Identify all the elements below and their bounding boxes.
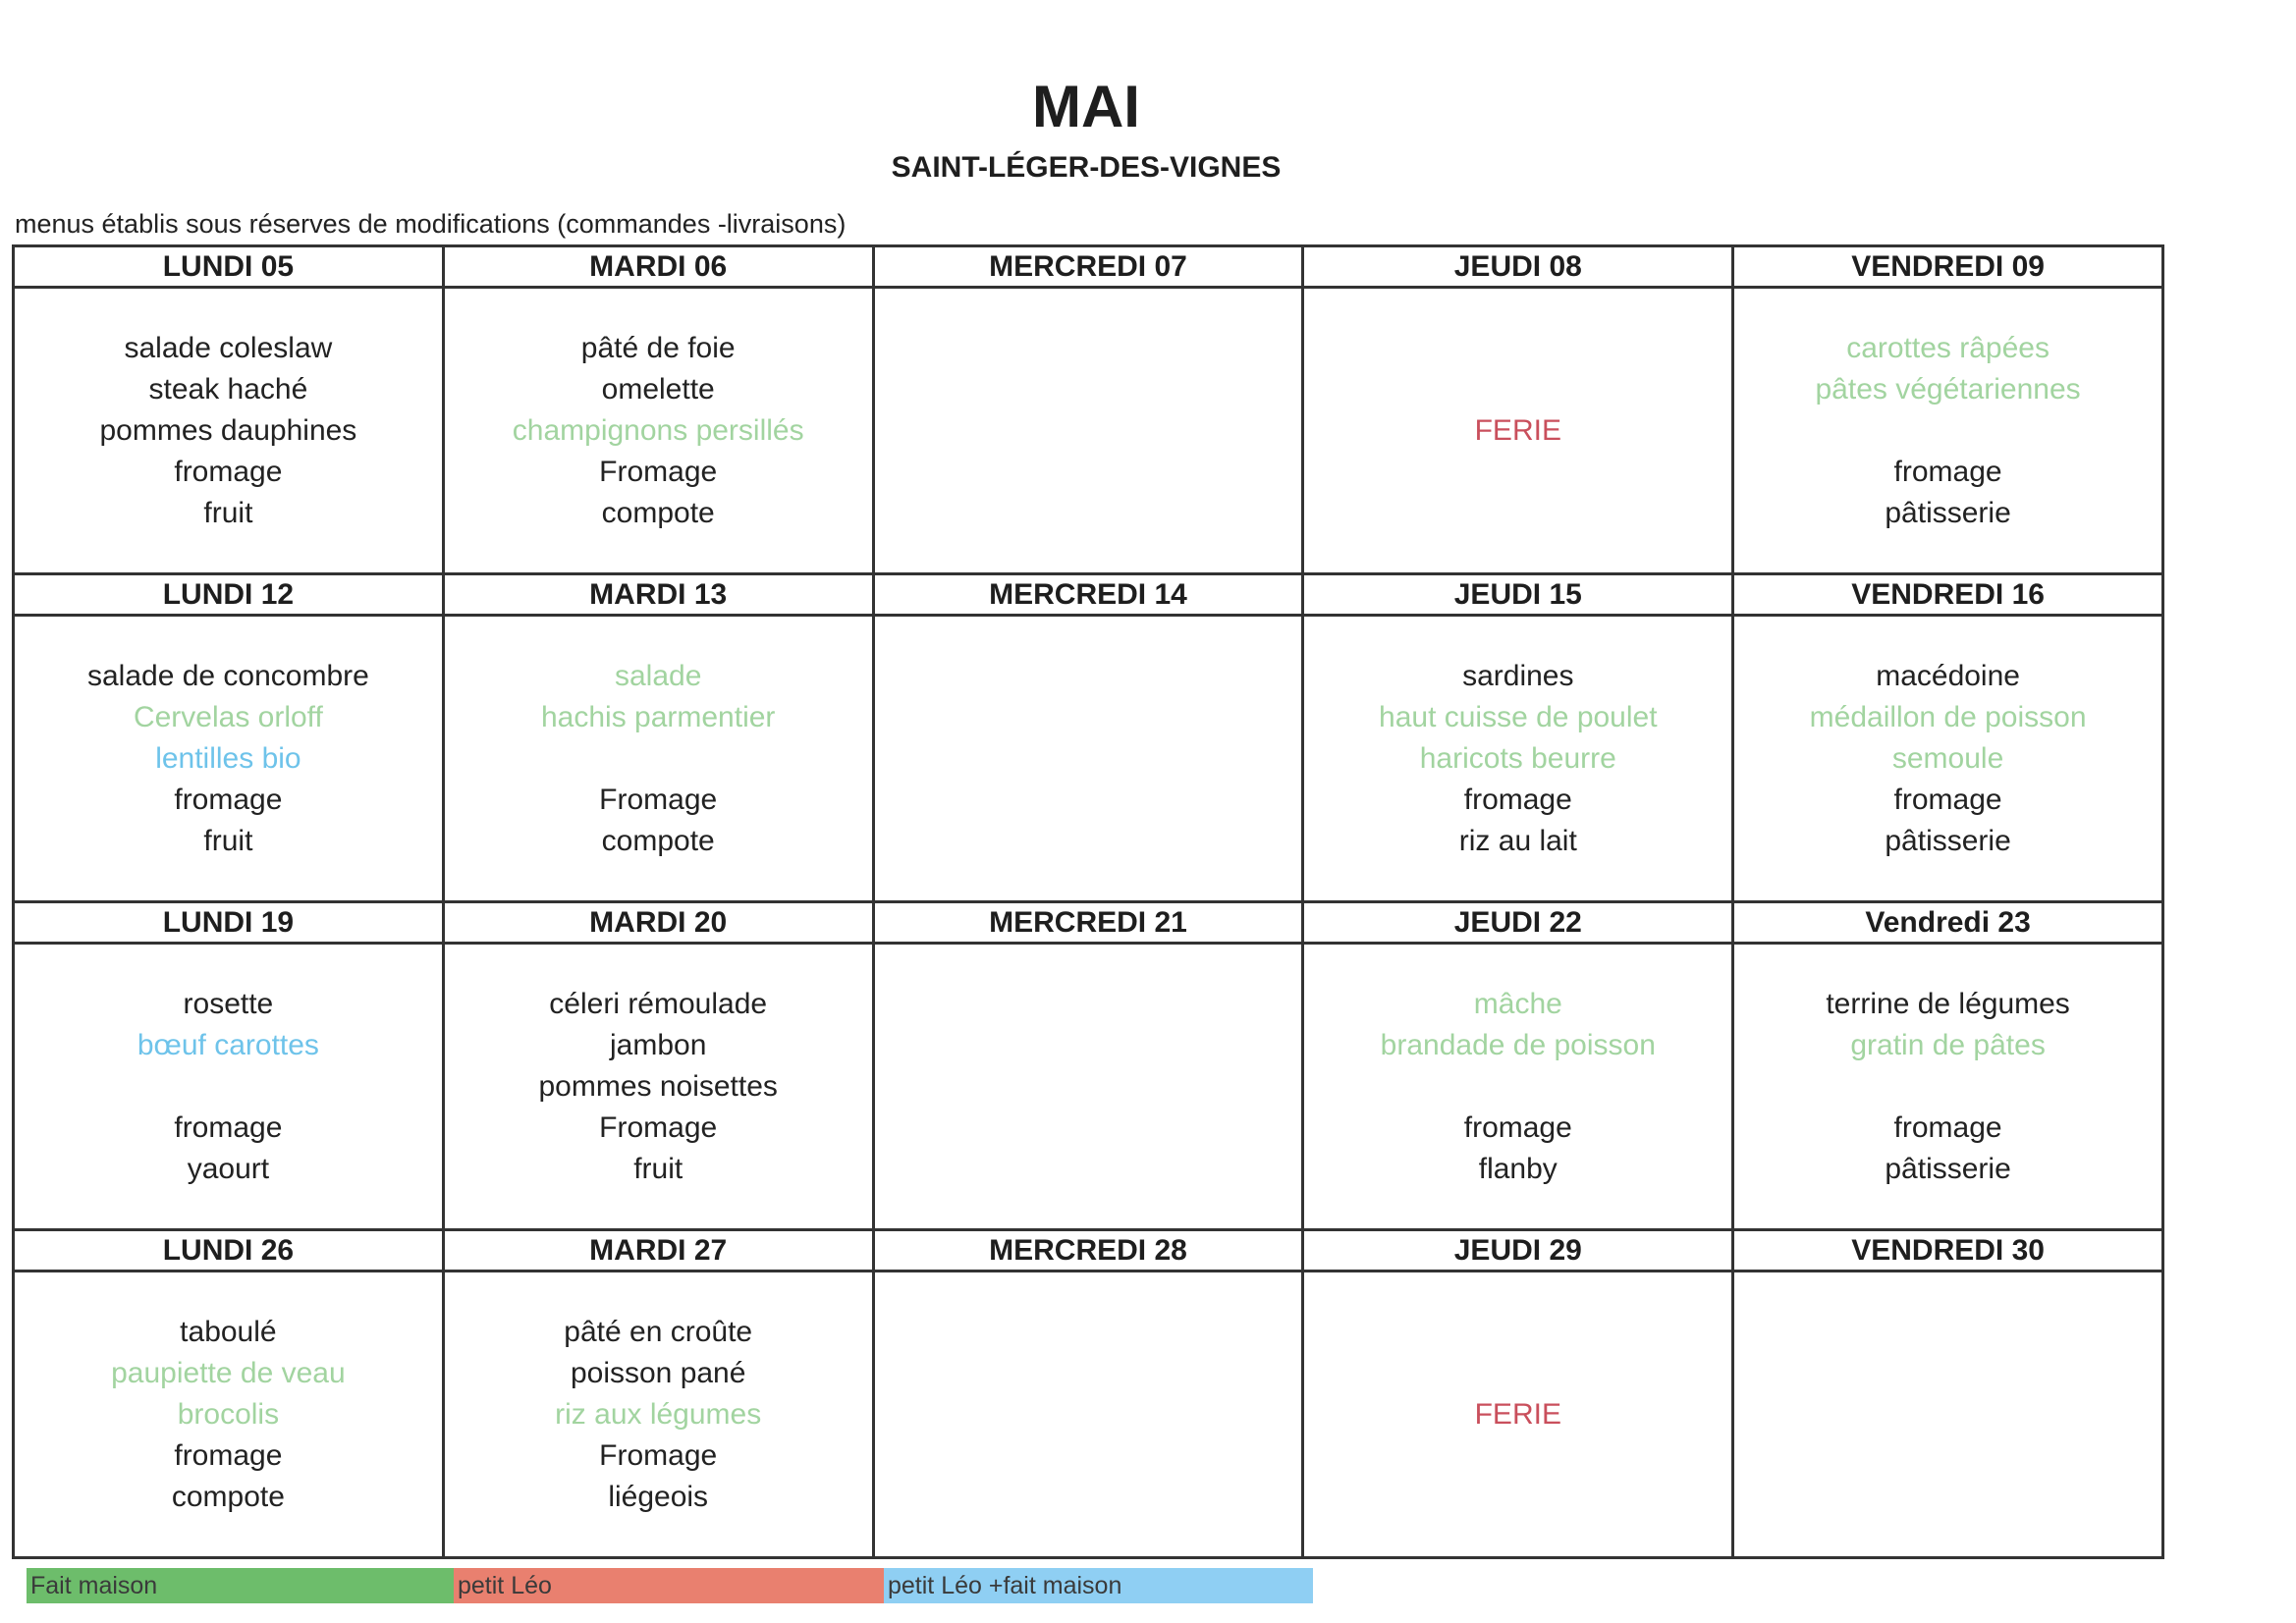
- day-header: MERCREDI 07: [875, 247, 1305, 289]
- day-header: MARDI 20: [445, 903, 875, 945]
- menu-item: lentilles bio: [155, 741, 301, 775]
- menu-item: pâtisserie: [1885, 496, 2011, 529]
- menu-item: fromage: [174, 455, 283, 488]
- day-header: LUNDI 05: [15, 247, 445, 289]
- menu-item: macédoine: [1876, 659, 2020, 692]
- menu-item: céleri rémoulade: [549, 987, 768, 1020]
- menu-item: pommes noisettes: [538, 1069, 778, 1103]
- menu-item: brocolis: [177, 1397, 280, 1431]
- day-header: JEUDI 22: [1304, 903, 1734, 945]
- day-header: MERCREDI 21: [875, 903, 1305, 945]
- menu-item: fromage: [1463, 783, 1572, 816]
- menu-item: médaillon de poisson: [1809, 700, 2087, 733]
- menu-item: FERIE: [1474, 1397, 1561, 1431]
- day-menu-cell: [15, 289, 445, 575]
- menu-item: bœuf carottes: [137, 1028, 319, 1061]
- day-menu-cell: [1304, 945, 1734, 1231]
- day-header: LUNDI 26: [15, 1231, 445, 1272]
- disclaimer-note: menus établis sous réserves de modifications (commandes -livraisons): [15, 209, 847, 239]
- menu-item: pâtisserie: [1885, 1152, 2011, 1185]
- menu-item: terrine de légumes: [1826, 987, 2070, 1020]
- menu-item: champignons persillés: [512, 413, 804, 447]
- menu-item: jambon: [609, 1028, 707, 1061]
- menu-item: rosette: [183, 987, 274, 1020]
- color-legend: [27, 1568, 1313, 1603]
- menu-item: haricots beurre: [1419, 741, 1616, 775]
- menu-item: flanby: [1478, 1152, 1558, 1185]
- day-header: MARDI 06: [445, 247, 875, 289]
- day-header: JEUDI 29: [1304, 1231, 1734, 1272]
- day-header: MARDI 27: [445, 1231, 875, 1272]
- day-menu-cell: [1304, 617, 1734, 903]
- menu-item: Fromage: [599, 1438, 718, 1472]
- day-menu-cell: [1734, 945, 2164, 1231]
- weekly-menu-table: [12, 244, 2164, 1559]
- menu-item: Fromage: [599, 783, 718, 816]
- menu-item: fromage: [1893, 783, 2002, 816]
- day-menu-cell: [445, 1272, 875, 1559]
- menu-item: fruit: [633, 1152, 683, 1185]
- menu-item: pâté de foie: [580, 331, 736, 364]
- menu-item: fromage: [174, 783, 283, 816]
- day-menu-cell: [1304, 289, 1734, 575]
- menu-item: taboulé: [180, 1315, 277, 1348]
- menu-item: compote: [601, 824, 715, 857]
- menu-item: pâté en croûte: [564, 1315, 753, 1348]
- menu-item: fromage: [1893, 455, 2002, 488]
- day-menu-cell: [1734, 617, 2164, 903]
- day-menu-cell: [15, 945, 445, 1231]
- legend-petit-leo: petit Léo: [454, 1568, 884, 1603]
- menu-item: compote: [601, 496, 715, 529]
- menu-item: liégeois: [608, 1480, 709, 1513]
- page-subtitle: SAINT-LÉGER-DES-VIGNES: [891, 151, 1282, 184]
- day-menu-cell: [1304, 1272, 1734, 1559]
- menu-item: fromage: [1463, 1110, 1572, 1144]
- day-header: Vendredi 23: [1734, 903, 2164, 945]
- menu-item: compote: [171, 1480, 285, 1513]
- menu-item: fruit: [203, 824, 253, 857]
- day-header: VENDREDI 09: [1734, 247, 2164, 289]
- menu-item: semoule: [1891, 741, 2004, 775]
- menu-item: pâtes végétariennes: [1815, 372, 2081, 406]
- menu-item: haut cuisse de poulet: [1379, 700, 1658, 733]
- menu-item: carottes râpées: [1846, 331, 2050, 364]
- day-header: VENDREDI 30: [1734, 1231, 2164, 1272]
- day-header: LUNDI 19: [15, 903, 445, 945]
- menu-item: FERIE: [1474, 413, 1561, 447]
- menu-item: mâche: [1473, 987, 1562, 1020]
- menu-item: Cervelas orloff: [133, 700, 323, 733]
- menu-item: salade coleslaw: [124, 331, 333, 364]
- day-menu-cell: [875, 617, 1305, 903]
- day-header: LUNDI 12: [15, 575, 445, 617]
- menu-item: Fromage: [599, 455, 718, 488]
- day-header: JEUDI 08: [1304, 247, 1734, 289]
- day-menu-cell: [875, 945, 1305, 1231]
- page-title: MAI: [1032, 74, 1140, 139]
- day-header: JEUDI 15: [1304, 575, 1734, 617]
- menu-item: omelette: [601, 372, 715, 406]
- day-menu-cell: [875, 1272, 1305, 1559]
- day-header: MERCREDI 28: [875, 1231, 1305, 1272]
- menu-item: salade de concombre: [86, 659, 369, 692]
- day-menu-cell: [15, 1272, 445, 1559]
- menu-item: fromage: [174, 1110, 283, 1144]
- menu-item: fromage: [174, 1438, 283, 1472]
- day-menu-cell: [445, 617, 875, 903]
- menu-item: hachis parmentier: [540, 700, 776, 733]
- day-menu-cell: [15, 617, 445, 903]
- menu-item: fruit: [203, 496, 253, 529]
- menu-item: gratin de pâtes: [1850, 1028, 2046, 1061]
- day-header: MARDI 13: [445, 575, 875, 617]
- menu-item: fromage: [1893, 1110, 2002, 1144]
- menu-item: pommes dauphines: [99, 413, 357, 447]
- day-header: MERCREDI 14: [875, 575, 1305, 617]
- day-menu-cell: [445, 289, 875, 575]
- day-header: VENDREDI 16: [1734, 575, 2164, 617]
- day-menu-cell: [875, 289, 1305, 575]
- menu-item: steak haché: [148, 372, 308, 406]
- menu-item: salade: [614, 659, 702, 692]
- day-menu-cell: [445, 945, 875, 1231]
- day-menu-cell: [1734, 1272, 2164, 1559]
- menu-item: riz aux légumes: [555, 1397, 762, 1431]
- day-menu-cell: [1734, 289, 2164, 575]
- menu-item: Fromage: [599, 1110, 718, 1144]
- menu-item: riz au lait: [1458, 824, 1577, 857]
- menu-item: brandade de poisson: [1380, 1028, 1656, 1061]
- legend-fait-maison: Fait maison: [27, 1568, 454, 1603]
- menu-item: sardines: [1462, 659, 1574, 692]
- menu-item: paupiette de veau: [111, 1356, 346, 1389]
- menu-item: yaourt: [187, 1152, 270, 1185]
- legend-petit-leo-fait-maison: petit Léo +fait maison: [884, 1568, 1313, 1603]
- menu-item: poisson pané: [570, 1356, 746, 1389]
- menu-item: pâtisserie: [1885, 824, 2011, 857]
